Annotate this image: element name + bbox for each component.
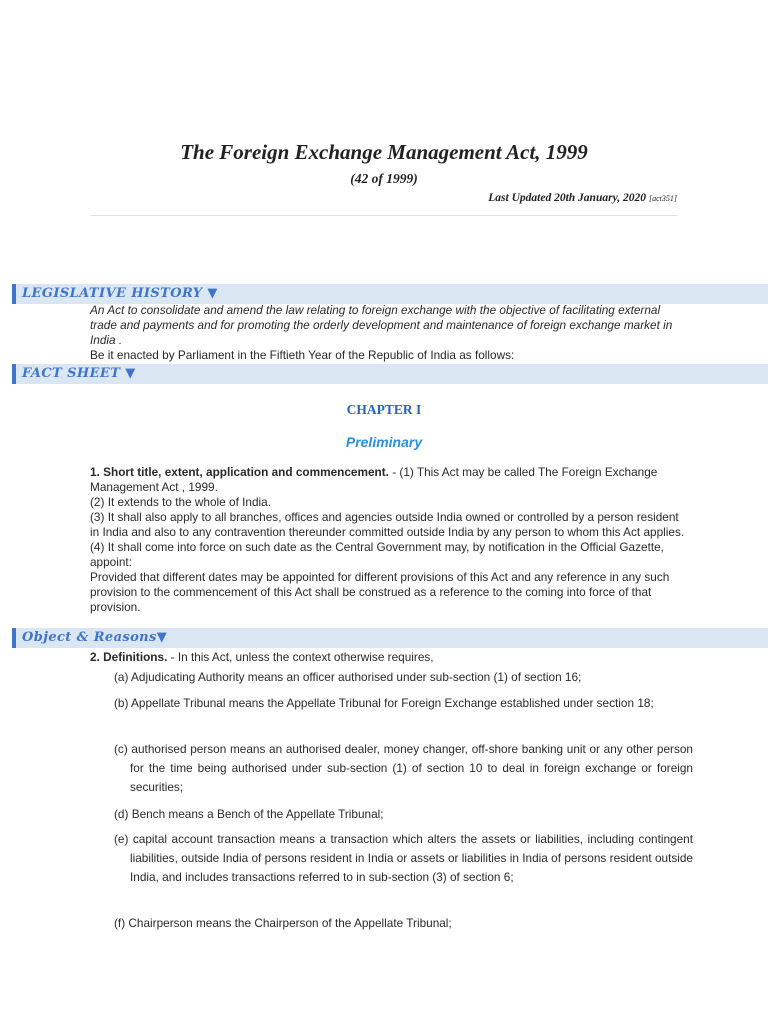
section-1-sub-4: (4) It shall come into force on such date as the Central Government may, by notification in the Official Gazette, appoint: xyxy=(90,540,664,569)
definition-c: (c) authorised person means an authorised dealer, money changer, off-shore banking unit or any other person for the time being authorised under sub-section (1) of section 10 to deal in foreign exchange or foreign securities; xyxy=(114,742,693,794)
section-1-sub-2: (2) It extends to the whole of India. xyxy=(90,495,271,509)
act-code: [act351] xyxy=(649,194,677,203)
header-divider xyxy=(90,215,678,216)
fact-sheet-toggle[interactable]: FACT SHEET ▼ xyxy=(12,364,768,384)
definition-b: (b) Appellate Tribunal means the Appellate Tribunal for Foreign Exchange established under section 18; xyxy=(114,696,654,710)
section-1 xyxy=(90,465,690,615)
section-1-first-para xyxy=(90,465,690,495)
chapter-number: CHAPTER I xyxy=(346,402,422,417)
last-updated xyxy=(488,192,677,204)
section-2-intro: - In this Act, unless the context otherwise requires, xyxy=(167,650,434,664)
long-title: An Act to consolidate and amend the law relating to foreign exchange with the objective of facilitating external trade and payments and for promoting the orderly development and maintenance of foreign exchange market in India . xyxy=(90,303,673,347)
legislative-history-toggle[interactable]: LEGISLATIVE HISTORY ▼ xyxy=(12,284,768,304)
object-reasons-toggle[interactable]: Object & Reasons▼ xyxy=(12,628,768,648)
section-1-intro: - (1) This Act may be called The Foreign Exchange Management Act , 1999. xyxy=(90,465,658,494)
section-1-proviso: Provided that different dates may be appointed for different provisions of this Act and any reference in any such provision to the commencement of this Act shall be construed as a reference to the coming into force of that provision. xyxy=(90,570,670,614)
section-2-heading: 2. Definitions. xyxy=(90,650,168,664)
section-1-sub-3: (3) It shall also apply to all branches, offices and agencies outside India owned or controlled by a person resident in India and also to any contravention thereunder committed outside India by any person to whom this Act applies. xyxy=(90,510,685,539)
definition-d: (d) Bench means a Bench of the Appellate Tribunal; xyxy=(114,807,384,821)
section-1-heading: 1. Short title, extent, application and commencement. xyxy=(90,465,389,479)
definition-e: (e) capital account transaction means a transaction which alters the assets or liabilities, including contingent liabilities, outside India of persons resident in India or assets or liabilities in India of persons resident outside India, and includes transactions referred to in sub-section (3) of section 6; xyxy=(114,832,693,884)
chapter-name: Preliminary xyxy=(345,434,423,450)
act-number: (42 of 1999) xyxy=(350,171,418,186)
section-2-intro-line xyxy=(90,650,690,665)
definition-a: (a) Adjudicating Authority means an officer authorised under sub-section (1) of section 16; xyxy=(114,670,582,684)
last-updated-text: Last Updated 20th January, 2020 xyxy=(488,192,646,204)
enacting-clause: Be it enacted by Parliament in the Fiftieth Year of the Republic of India as follows: xyxy=(90,348,515,362)
definition-f: (f) Chairperson means the Chairperson of the Appellate Tribunal; xyxy=(114,916,452,930)
act-title: The Foreign Exchange Management Act, 1999 xyxy=(180,140,588,164)
